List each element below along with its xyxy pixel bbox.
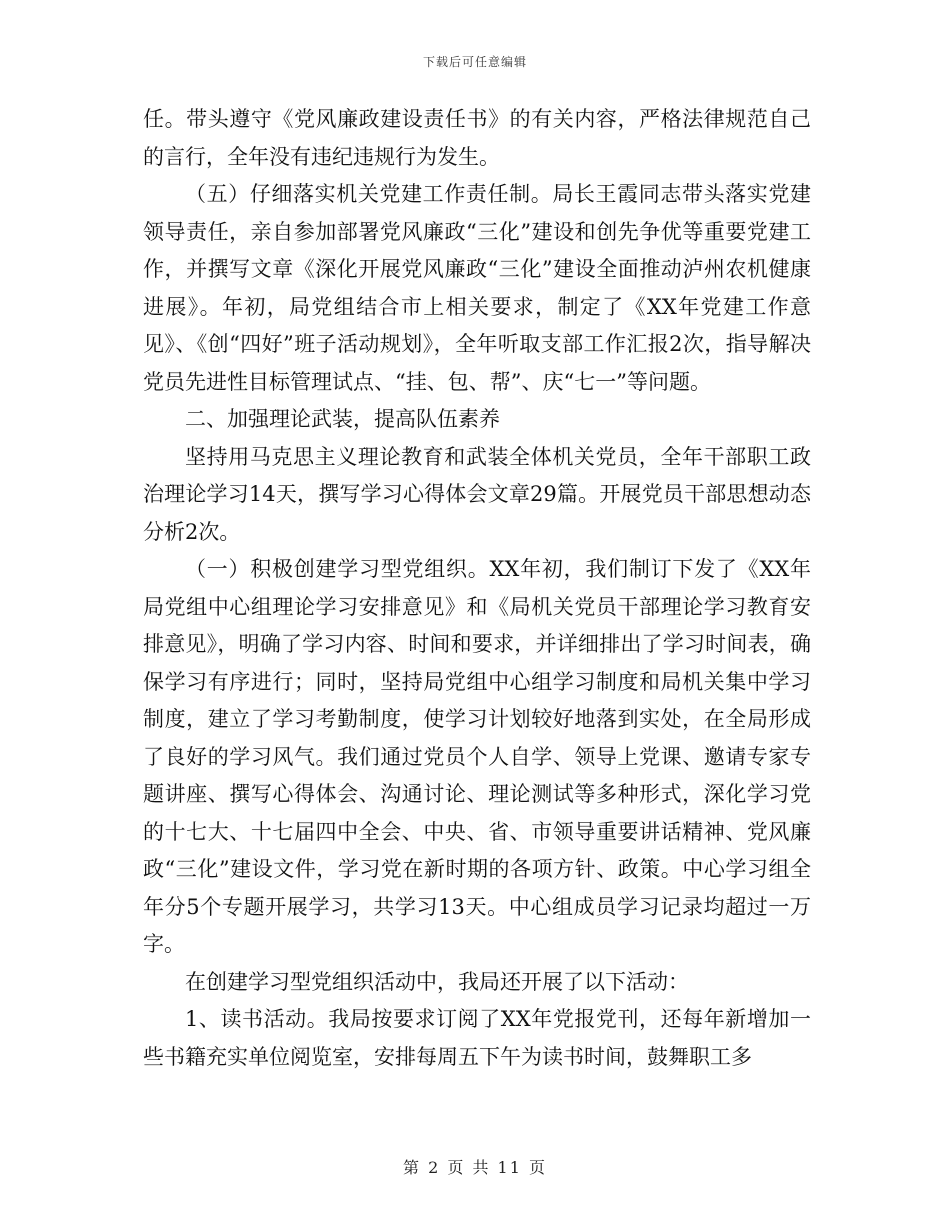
paragraph-reading-activity: 1、读书活动。我局按要求订阅了XX年党报党刊，还每年新增加一些书籍充实单位阅览室，安排每周五下午为读书时间，鼓舞职工多 [143, 1007, 811, 1069]
document-body [143, 101, 811, 1076]
page-footer: 第 2 页 共 11 页 [403, 1158, 547, 1177]
paragraph-item-1: （一）积极创建学习型党组织。XX年初，我们制订下发了《XX年局党组中心组理论学习安排意见》和《局机关党员干部理论学习教育安排意见》，明确了学习内容、时间和要求，并详细排出了学习时间表，确保学习有序进行；同时，坚持局党组中心组学习制度和局机关集中学习制度，建立了学习考勤制度，使学习计划较好地落到实处，在全局形成了良好的学习风气。我们通过党员个人自学、领导上党课、邀请专家专题讲座、撰写心得体会、沟通讨论、理论测试等多种形式，深化学习党的十七大、十七届四中全会、中央、省、市领导重要讲话精神、党风廉政“三化”建设文件，学习党在新时期的各项方针、政策。中心学习组全年分5个专题开展学习，共学习13天。中心组成员学习记录均超过一万字。 [143, 557, 811, 956]
section-heading-2: 二、加强理论武装，提高队伍素养 [185, 407, 500, 431]
paragraph-theory-study: 坚持用马克思主义理论教育和武装全体机关党员，全年干部职工政治理论学习14天，撰写学习心得体会文章29篇。开展党员干部思想动态分析2次。 [143, 444, 811, 544]
paragraph-continuation: 任。带头遵守《党风廉政建设责任书》的有关内容，严格法律规范自己的言行，全年没有违纪违规行为发生。 [143, 107, 811, 169]
paragraph-item-5: （五）仔细落实机关党建工作责任制。局长王霞同志带头落实党建领导责任，亲自参加部署党风廉政“三化”建设和创先争优等重要党建工作，并撰写文章《深化开展党风廉政“三化”建设全面推动泸州农机健康进展》。年初，局党组结合市上相关要求，制定了《XX年党建工作意见》、《创“四好”班子活动规划》，全年听取支部工作汇报2次，指导解决党员先进性目标管理试点、“挂、包、帮”、庆“七一”等问题。 [143, 182, 811, 394]
paragraph-activities-intro: 在创建学习型党组织活动中，我局还开展了以下活动： [185, 969, 689, 994]
page-header: 下载后可任意编辑 [422, 55, 527, 69]
